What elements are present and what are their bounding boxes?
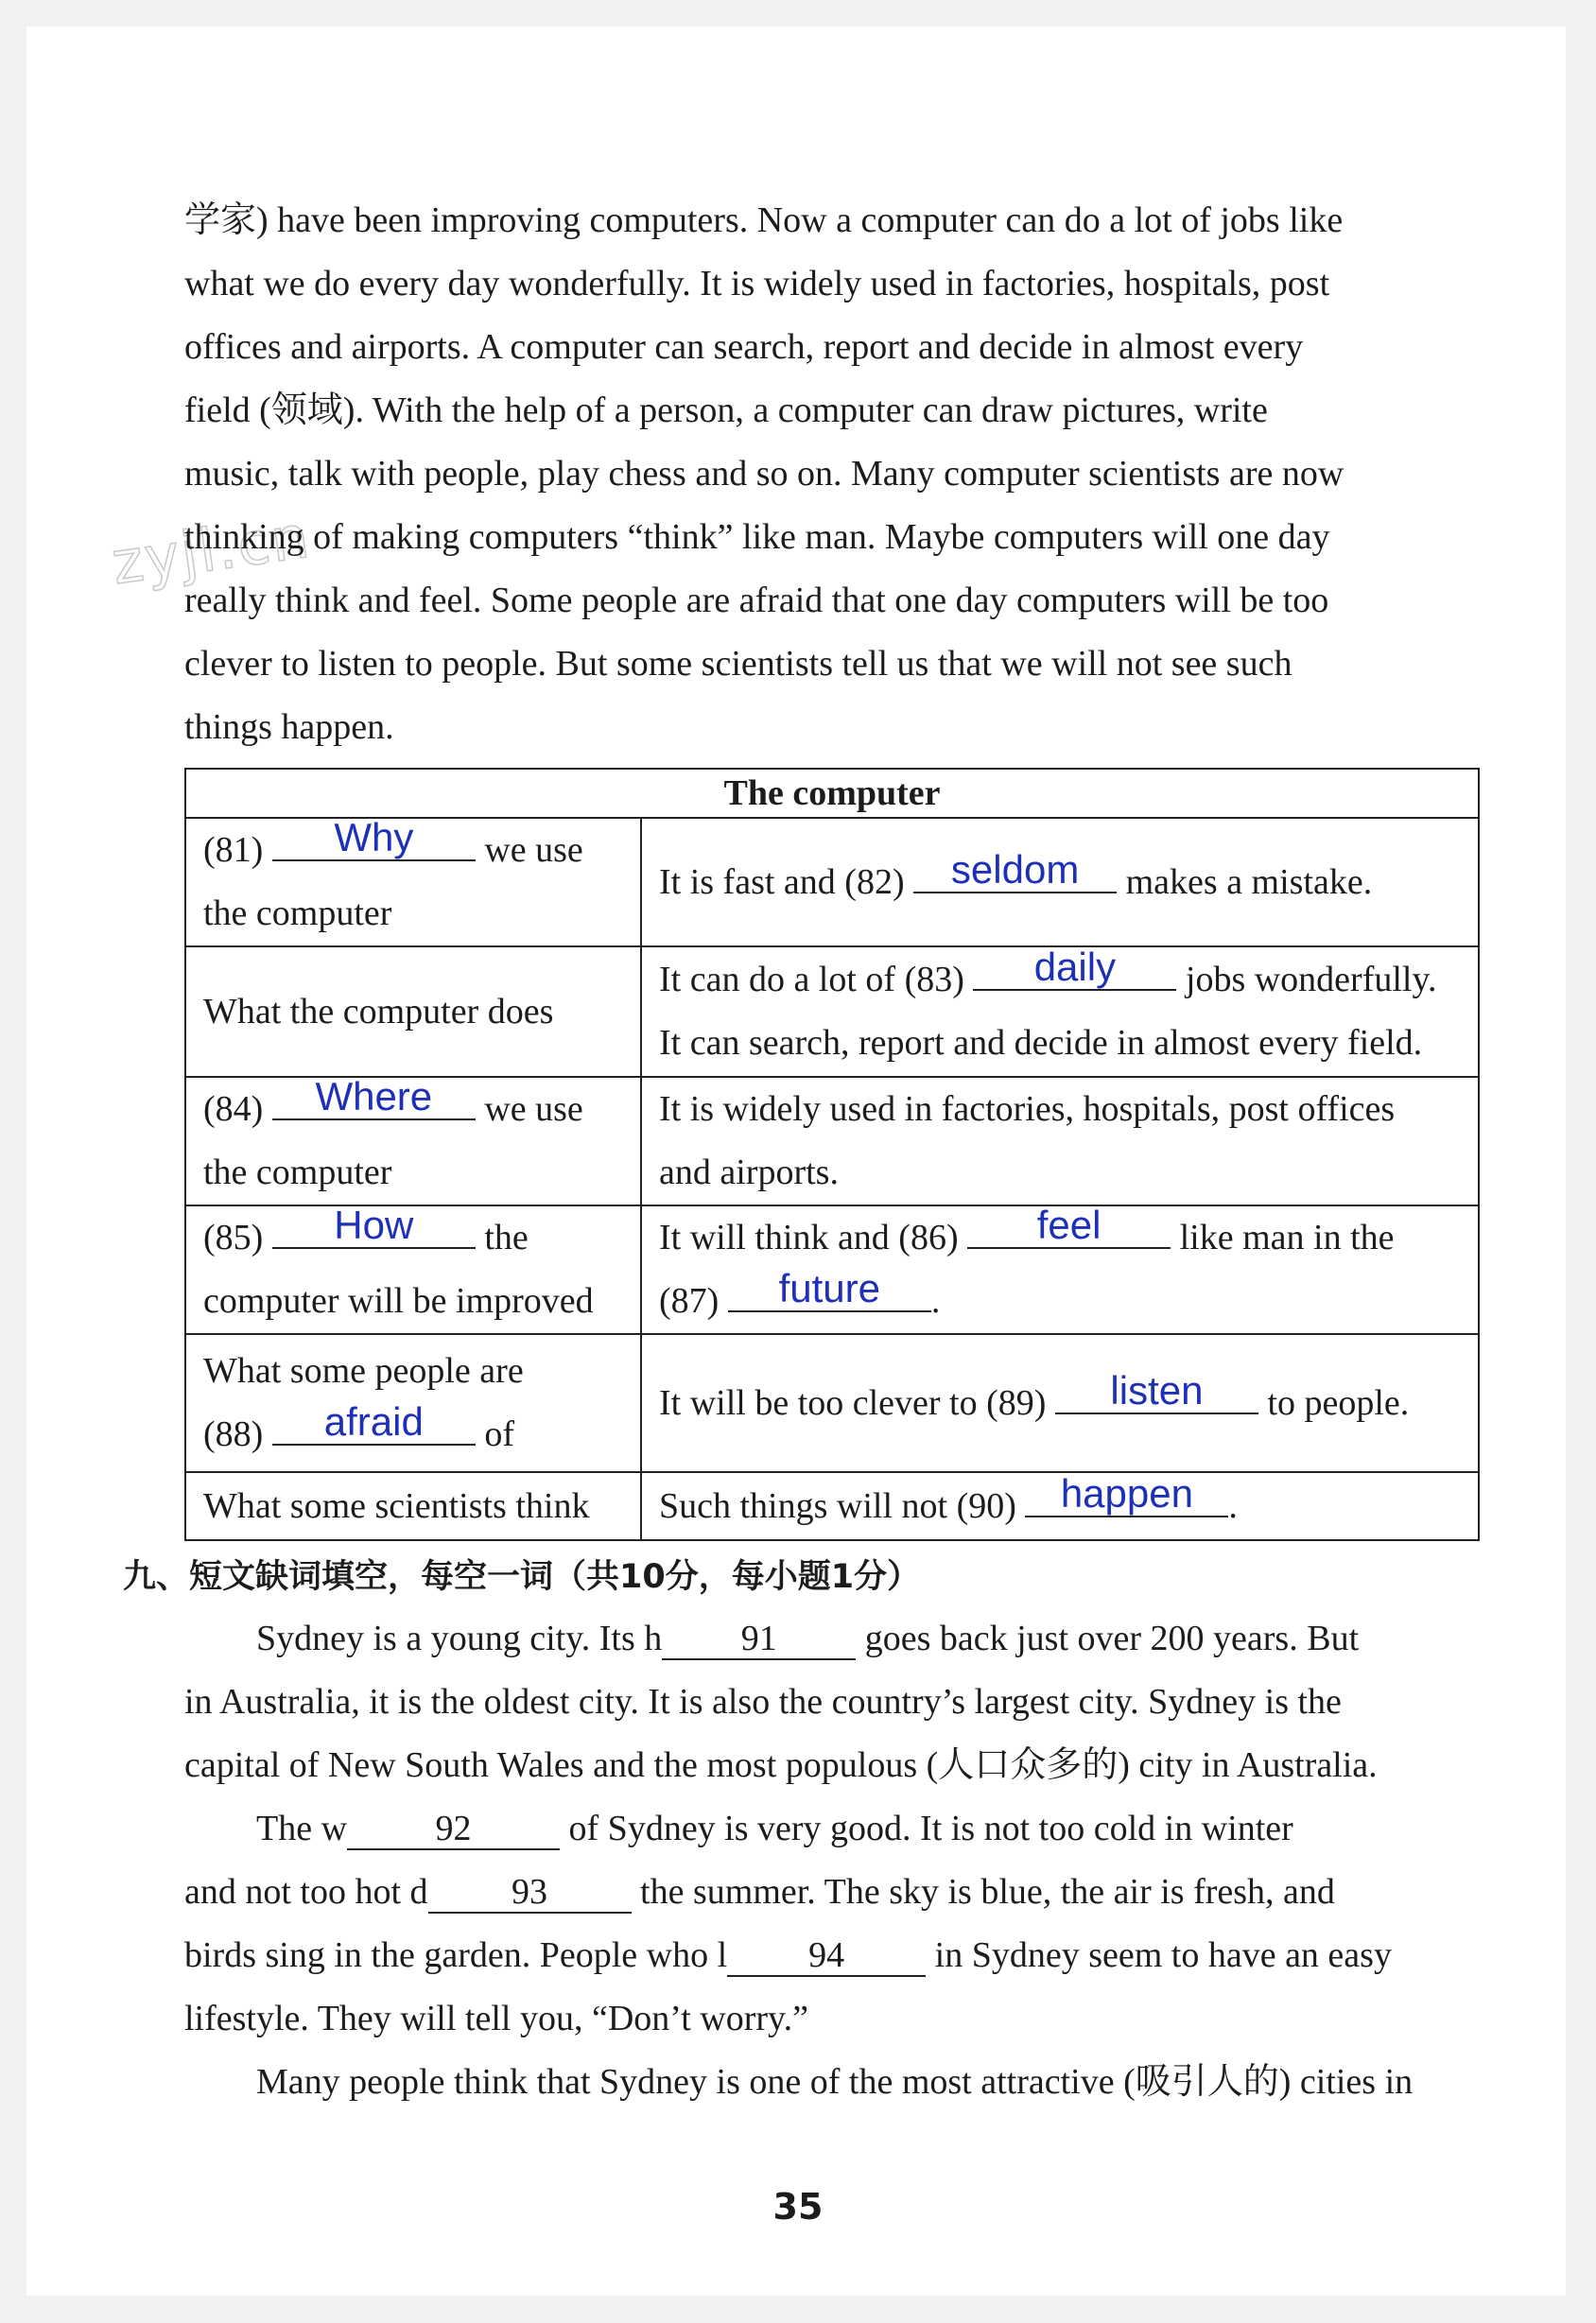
table-row	[185, 1472, 1479, 1540]
reading-passage	[184, 189, 1480, 759]
passage-line: really think and feel. Some people are afraid that one day computers will be too	[184, 581, 1329, 620]
cell-text: the	[475, 1218, 529, 1257]
answer-blank[interactable]	[272, 1074, 476, 1120]
passage-line: 学家) have been improving computers. Now a computer can do a lot of jobs like	[184, 200, 1344, 240]
answer-82: seldom	[950, 846, 1080, 892]
cell-text: we use	[475, 1089, 583, 1129]
cell-text: the computer	[203, 893, 392, 933]
table-cell-right	[641, 1205, 1479, 1334]
cell-text: What some people are	[203, 1351, 524, 1391]
table-cell-right	[641, 1077, 1479, 1205]
table-cell-left	[185, 815, 641, 946]
passage-line: what we do every day wonderfully. It is widely used in factories, hospitals, post	[184, 264, 1330, 303]
cell-text: makes a mistake.	[1117, 861, 1373, 902]
cell-text: (81)	[203, 830, 272, 870]
section-title: 九、短文缺词填空，每空一词（共10分，每小题1分）	[123, 1558, 921, 1596]
passage-line: offices and airports. A computer can search, report and decide in almost every	[184, 327, 1304, 367]
answer-89: listen	[1110, 1367, 1204, 1413]
cell-text: (87)	[659, 1281, 728, 1321]
passage-text: The w	[256, 1809, 348, 1848]
answer-blank[interactable]	[973, 945, 1176, 991]
cell-text: .	[1228, 1485, 1238, 1526]
cell-text: (84)	[203, 1089, 272, 1129]
passage-text: goes back just over 200 years. But	[856, 1619, 1360, 1658]
cloze-passage	[184, 1607, 1489, 2114]
passage-text: the summer. The sky is blue, the air is fresh, and	[631, 1872, 1335, 1912]
cell-text: the computer	[203, 1153, 392, 1192]
answer-blank[interactable]	[728, 1266, 931, 1312]
answer-blank[interactable]	[913, 846, 1117, 893]
cell-text: What the computer does	[203, 991, 554, 1031]
cell-text: It can do a lot of (83)	[659, 960, 974, 999]
table-cell-left	[185, 946, 641, 1077]
cell-text: .	[930, 1281, 941, 1321]
answer-83: daily	[1033, 945, 1117, 989]
cell-text: (88)	[203, 1414, 272, 1454]
passage-text: of Sydney is very good. It is not too cold in winter	[560, 1809, 1293, 1848]
answer-84: Where	[315, 1074, 433, 1118]
answer-blank[interactable]	[1025, 1470, 1228, 1517]
cell-text: to people.	[1258, 1382, 1410, 1423]
cell-text: It can search, report and decide in almost every field.	[659, 1023, 1423, 1063]
answer-blank[interactable]	[272, 1203, 476, 1249]
passage-line: music, talk with people, play chess and so on. Many computer scientists are now	[184, 454, 1344, 494]
answer-blank[interactable]	[272, 815, 476, 861]
blank-93[interactable]: 93	[428, 1874, 632, 1914]
passage-line: lifestyle. They will tell you, “Don’t worry.”	[184, 1999, 808, 2038]
cell-text: It is fast and (82)	[659, 861, 914, 902]
table-cell-left	[185, 1074, 641, 1205]
watermark: zyjl.cn	[107, 501, 315, 598]
cell-text: It is widely used in factories, hospitals, post offices	[659, 1089, 1396, 1129]
passage-text: in Sydney seem to have an easy	[926, 1935, 1392, 1975]
table-cell-left	[185, 1472, 641, 1540]
table-cell-right	[641, 818, 1479, 946]
cell-text: Such things will not (90)	[659, 1485, 1026, 1526]
table-cell-left	[185, 1334, 641, 1472]
answer-blank[interactable]	[967, 1203, 1171, 1249]
cell-text: jobs wonderfully.	[1176, 960, 1437, 999]
blank-92[interactable]: 92	[347, 1811, 560, 1850]
answer-90: happen	[1060, 1470, 1193, 1516]
table-row	[185, 1334, 1479, 1472]
computer-summary-table	[184, 768, 1480, 1541]
answer-blank[interactable]	[1055, 1367, 1258, 1414]
table-cell-right	[641, 946, 1479, 1077]
cell-text: computer will be improved	[203, 1281, 594, 1321]
answer-86: feel	[1036, 1203, 1102, 1247]
page-number: 35	[772, 2186, 824, 2228]
cell-text: (85)	[203, 1218, 272, 1257]
blank-91[interactable]: 91	[662, 1621, 856, 1660]
passage-line: capital of New South Wales and the most populous (人口众多的) city in Australia.	[184, 1745, 1378, 1785]
passage-text: birds sing in the garden. People who l	[184, 1935, 728, 1975]
table-row	[185, 1205, 1479, 1334]
table-cell-right	[641, 1334, 1479, 1472]
answer-87: future	[778, 1266, 881, 1310]
cell-text: of	[475, 1414, 514, 1454]
cell-text: we use	[475, 830, 583, 870]
passage-text: and not too hot d	[184, 1872, 428, 1912]
passage-line: clever to listen to people. But some scientists tell us that we will not see such	[184, 644, 1292, 684]
cell-text: It will think and (86)	[659, 1218, 968, 1257]
answer-85: How	[334, 1203, 414, 1247]
cell-text: and airports.	[659, 1153, 839, 1192]
cell-text: What some scientists think	[203, 1485, 590, 1526]
table-title: The computer	[185, 769, 1479, 818]
table-row	[185, 946, 1479, 1077]
passage-line: thinking of making computers “think” like man. Maybe computers will one day	[184, 517, 1330, 557]
table-cell-left	[185, 1205, 641, 1334]
cell-text: like man in the	[1171, 1218, 1395, 1257]
passage-text: Sydney is a young city. Its h	[256, 1619, 663, 1658]
passage-line: field (领域). With the help of a person, a computer can draw pictures, write	[184, 390, 1268, 430]
cell-text: It will be too clever to (89)	[659, 1382, 1055, 1423]
answer-81: Why	[334, 815, 414, 859]
blank-94[interactable]: 94	[727, 1937, 926, 1977]
table-cell-right	[641, 1472, 1479, 1540]
table-row	[185, 1077, 1479, 1205]
passage-line: in Australia, it is the oldest city. It is also the country’s largest city. Sydney is the	[184, 1682, 1342, 1722]
answer-88: afraid	[323, 1399, 424, 1444]
answer-blank[interactable]	[272, 1399, 476, 1446]
table-row	[185, 818, 1479, 946]
passage-line: things happen.	[184, 707, 394, 747]
passage-line: Many people think that Sydney is one of the most attractive (吸引人的) cities in	[256, 2062, 1414, 2102]
